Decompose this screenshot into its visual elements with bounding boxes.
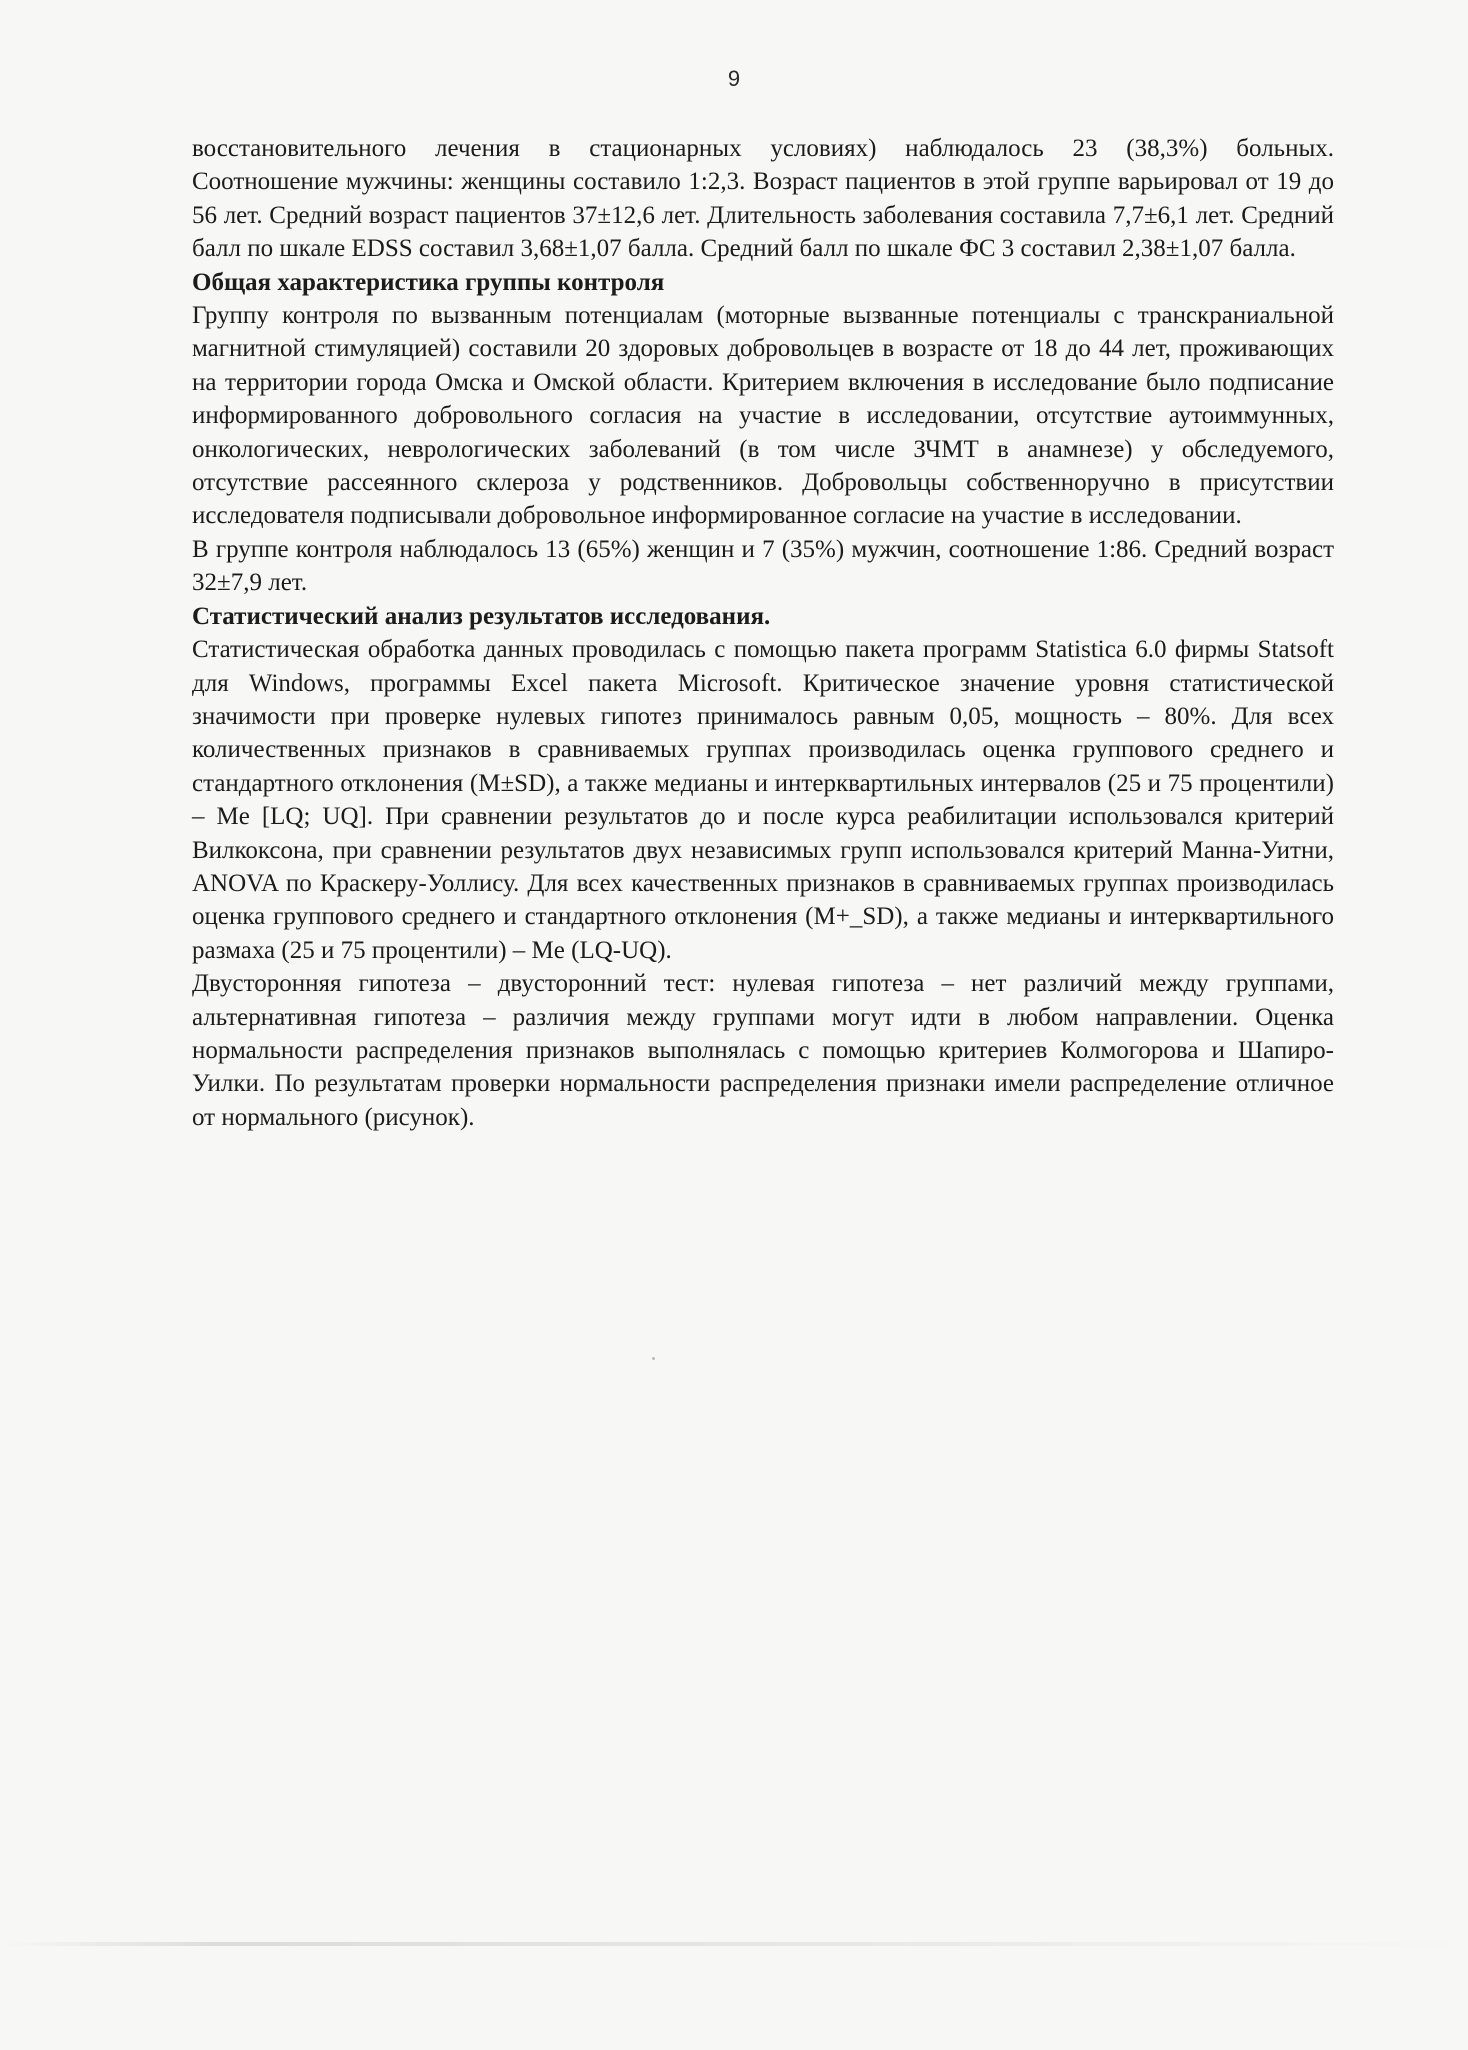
paragraph-patient-group: Соотношение мужчины: женщины составило 1:2,3. Возраст пациентов в этой группе варьировал от 19 до 56 лет. Средний возраст пациентов 37±12,6 лет. Длительность заболевания составила 7,7±6,1 лет. Средний балл по шкале EDSS составил 3,68±1,07 балла. Средний балл по шкале ФС 3 составил 2,38±1,07 балла. (192, 168, 1334, 263)
section-heading-statistics: Статистический анализ результатов исследования. (192, 602, 771, 630)
page-number: 9 (727, 66, 741, 91)
paragraph-statistics-methods: Статистическая обработка данных проводилась с помощью пакета программ Statistica 6.0 фирмы Statsoft для Windows, программы Excel пакета Microsoft. Критическое значение уровня статистической значимости при проверке нулевых гипотез принималось равным 0,05, мощность – 80%. Для всех количественных признаков в сравниваемых группах производилась оценка группового среднего и стандартного отклонения (M±SD), а также медианы и интерквартильных интервалов (25 и 75 процентили) – Me [LQ; UQ]. При сравнении результатов до и после курса реабилитации использовался критерий Вилкоксона, при сравнении результатов двух независимых групп использовался критерий Манна-Уитни, ANOVA по Краскеру-Уоллису. Для всех качественных признаков в сравниваемых группах производилась оценка группового среднего и стандартного отклонения (M+_SD), а также медианы и интерквартильного размаха (25 и 75 процентили) – Me (LQ-UQ). (192, 636, 1334, 964)
paragraph-control-group-stats: В группе контроля наблюдалось 13 (65%) женщин и 7 (35%) мужчин, соотношение 1:86. Средний возраст 32±7,9 лет. (192, 535, 1334, 597)
paragraph-control-group: Группу контроля по вызванным потенциалам (моторные вызванные потенциалы с транскраниальной магнитной стимуляцией) составили 20 здоровых добровольцев в возрасте от 18 до 44 лет, проживающих на территории города Омска и Омской области. Критерием включения в исследование было подписание информированного добровольного согласия на участие в исследовании, отсутствие аутоиммунных, онкологических, неврологических заболеваний (в том числе ЗЧМТ в анамнезе) у обследуемого, отсутствие рассеянного склероза у родственников. Добровольцы собственноручно в присутствии исследователя подписывали добровольное информированное согласие на участие в исследовании. (192, 302, 1334, 530)
section-heading-control-group: Общая характеристика группы контроля (192, 268, 665, 296)
document-body (192, 132, 1334, 1134)
paragraph-continued-first-line: восстановительного лечения в стационарных условиях) наблюдалось 23 (38,3%) больных. (192, 135, 1334, 162)
paragraph-hypothesis-testing: Двусторонняя гипотеза – двусторонний тест: нулевая гипотеза – нет различий между группами, альтернативная гипотеза – различия между группами могут идти в любом направлении. Оценка нормальности распределения признаков выполнялась с помощью критериев Колмогорова и Шапиро-Уилки. По результатам проверки нормальности распределения признаки имели распределение отличное от нормального (рисунок). (192, 970, 1334, 1131)
scan-edge-line (0, 1942, 1468, 1946)
scan-speck (652, 1357, 655, 1360)
